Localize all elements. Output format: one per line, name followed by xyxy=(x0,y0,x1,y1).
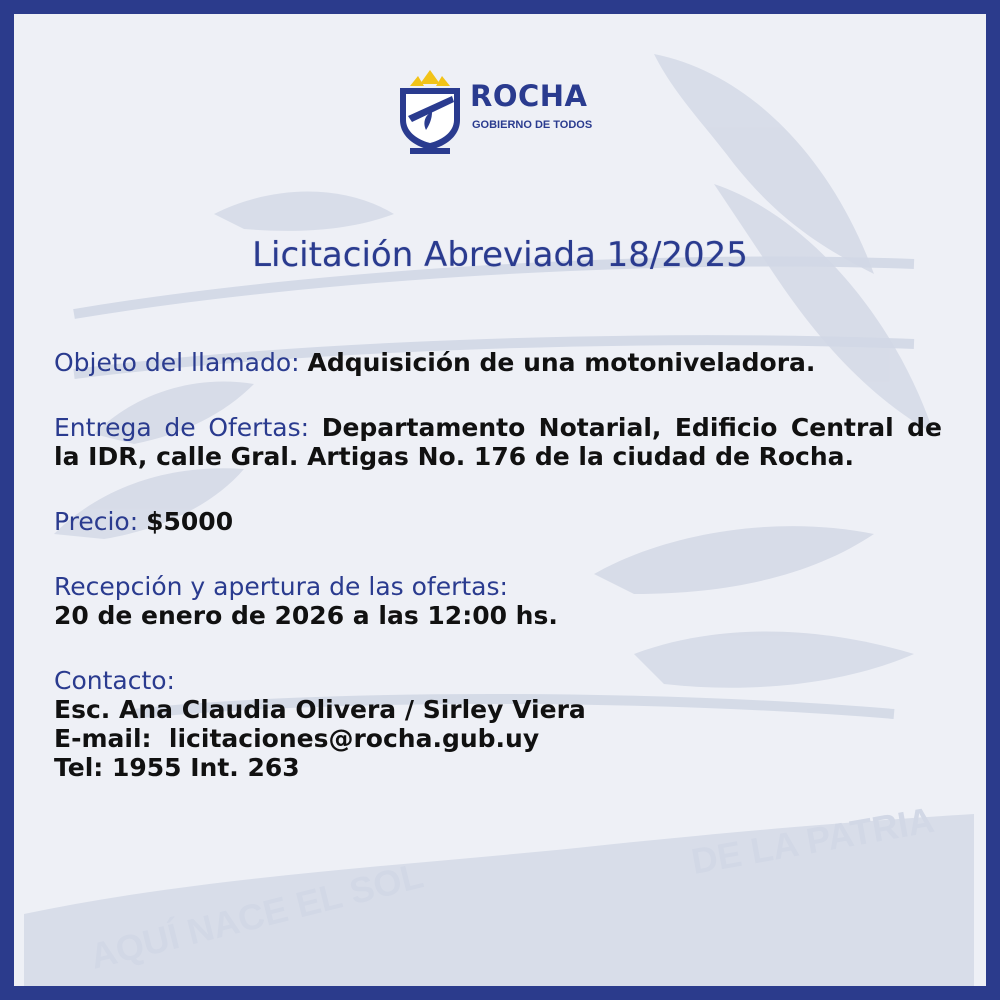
entrega-block xyxy=(54,413,942,471)
brand-tagline: GOBIERNO DE TODOS xyxy=(472,119,593,131)
notice-body xyxy=(54,348,942,782)
contacto-label: Contacto: xyxy=(54,666,175,695)
objeto-value: Adquisición de una motoniveladora. xyxy=(307,348,816,377)
contacto-block xyxy=(54,666,942,782)
contacto-email: E-mail: licitaciones@rocha.gub.uy xyxy=(54,724,540,753)
precio-value: $5000 xyxy=(146,507,234,536)
entrega-value: Departamento Notarial, Edificio Central de la IDR, calle Gral. Artigas No. 176 de la ciudad de Rocha. xyxy=(54,413,942,471)
objeto-label: Objeto del llamado: xyxy=(54,348,300,377)
coat-of-arms-icon xyxy=(396,70,464,156)
recepcion-value: 20 de enero de 2026 a las 12:00 hs. xyxy=(54,601,558,630)
precio-label: Precio: xyxy=(54,507,139,536)
contacto-tel: Tel: 1955 Int. 263 xyxy=(54,753,300,782)
rocha-logo xyxy=(396,70,626,156)
brand-name: ROCHA xyxy=(470,79,588,113)
watermark-motto-left: AQUÍ NACE EL SOL xyxy=(86,854,428,977)
contacto-names: Esc. Ana Claudia Olivera / Sirley Viera xyxy=(54,695,586,724)
objeto-block xyxy=(54,348,942,377)
precio-block xyxy=(54,507,942,536)
page-title: Licitación Abreviada 18/2025 xyxy=(252,235,748,275)
recepcion-block xyxy=(54,572,942,630)
entrega-label: Entrega de Ofertas: xyxy=(54,413,310,442)
poster xyxy=(14,14,986,986)
watermark-motto-right: DE LA PATRIA xyxy=(688,798,937,882)
recepcion-label: Recepción y apertura de las ofertas: xyxy=(54,572,508,601)
